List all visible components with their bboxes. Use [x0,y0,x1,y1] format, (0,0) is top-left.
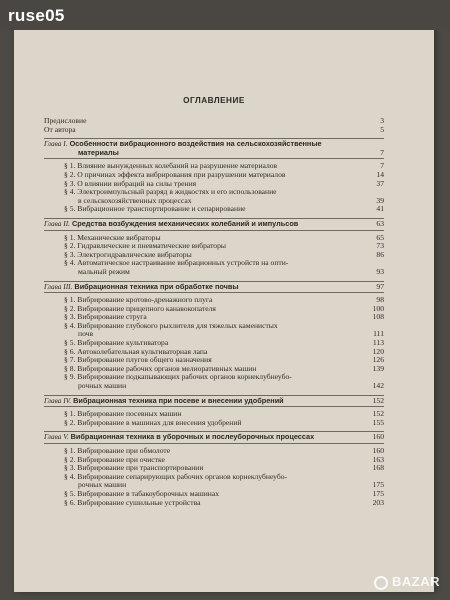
chapter-number: Глава II. [44,219,70,228]
toc-entry [44,382,384,391]
toc-entry-page-number: 5 [380,124,384,134]
chapter-name-cont: материалы [78,148,119,157]
toc-entry-text: § 3. Вибрирование струга [64,313,147,322]
chapter-header [44,431,384,444]
toc-entry-page-number: 113 [372,338,384,348]
chapter-title [44,140,364,149]
chapter-title-row [44,140,384,149]
toc-entry [44,348,384,357]
chapter-title-row [44,397,384,406]
chapter-number: Глава III. [44,282,73,291]
toc-entry-text: § 1. Влияние вынужденных колебаний на разрушение материалов [64,162,278,171]
toc-entry-page-number: 152 [372,409,384,419]
toc-entry [44,365,384,374]
bazar-logo-icon [374,576,388,590]
toc-entry [44,305,384,314]
chapter-title-cont-page-number: 7 [380,147,384,157]
toc-entry-text: § 5. Вибрационное транспортирование и сепарирование [64,205,246,214]
toc-entry-text: § 3. О влиянии вибраций на силы трения [64,179,197,188]
toc-entry [44,197,384,206]
table-of-contents [44,96,384,507]
toc-entry [44,234,384,243]
toc-entry-text: § 4. Автоматическое настраивание вибрационных устройств на опти- [64,259,289,268]
toc-entry-text: почв [78,330,94,339]
toc-entry [44,373,384,382]
toc-entry-page-number: 142 [372,381,384,391]
toc-entry-text: § 6. Вибрирование сушильные устройства [64,498,201,507]
toc-entry-page-number: 14 [376,169,384,179]
toc-entry-page-number: 73 [376,241,384,251]
toc-entry-text: рочных машин [78,481,127,490]
chapter-title [44,397,364,406]
toc-entry-page-number: 37 [376,178,384,188]
toc-entry [44,117,384,126]
toc-entry [44,322,384,331]
toc-entry [44,251,384,260]
chapter-header [44,281,384,294]
chapter-title [44,283,364,292]
toc-entry-page-number: 98 [376,295,384,305]
toc-entry [44,473,384,482]
site-logo: ruse05 [8,6,65,25]
toc-entry-page-number: 93 [376,266,384,276]
toc-entry-page-number: 155 [372,417,384,427]
toc-entry-text: § 6. Автоколебательная культиваторная лапа [64,347,208,356]
chapter-page-number: 97 [376,281,384,291]
chapter-page-number: 160 [372,432,384,442]
chapter-number: Глава V. [44,433,69,442]
chapter-number: Глава I. [44,140,68,149]
chapter-header [44,138,384,159]
toc-entry-text: мальный режим [78,267,130,276]
toc-entry-text: Предисловие [44,117,87,125]
toc-entry-text: § 3. Вибрирование при транспортировании [64,464,204,473]
toc-entry [44,447,384,456]
toc-entry [44,464,384,473]
toc-entry [44,188,384,197]
toc-entry [44,456,384,465]
chapter-name: Особенности вибрационного воздействия на сельскохозяйственные [69,140,322,149]
chapter-page-number: 63 [376,218,384,228]
toc-body [44,117,384,507]
toc-entry-text: § 2. Вибрирование прицепного канавокопателя [64,304,216,313]
toc-entry-text: § 7. Вибрирование плугов общего назначения [64,356,212,365]
toc-entry [44,410,384,419]
top-bar [0,0,450,30]
toc-entry-page-number: 65 [376,232,384,242]
toc-entry-page-number: 203 [372,497,384,507]
toc-entry [44,205,384,214]
toc-entry [44,499,384,508]
chapter-title-cont [44,149,384,158]
bazar-label: BAZAR [392,574,440,590]
toc-entry-page-number: 168 [372,463,384,473]
toc-entry [44,171,384,180]
toc-entry-text: § 5. Вибрирование культиватора [64,339,169,348]
toc-entry [44,313,384,322]
chapter-name: Вибрационная техника в уборочных и послеуборочных процессах [70,433,315,442]
toc-entry-page-number: 126 [372,355,384,365]
chapter-title-row [44,283,384,292]
toc-entry-page-number: 7 [380,161,384,171]
toc-entry-text: § 8. Вибрирование рабочих органов мелиоративных машин [64,364,257,373]
toc-entry-page-number: 100 [372,303,384,313]
toc-entry-text: От автора [44,125,76,134]
toc-entry-page-number: 120 [372,346,384,356]
toc-entry [44,242,384,251]
toc-entry [44,259,384,268]
toc-entry-page-number: 160 [372,446,384,455]
toc-entry-page-number: 175 [372,480,384,490]
toc-entry-text: § 9. Вибрирование подкапывающих рабочих органов корнеклубнеубо- [64,373,292,382]
toc-entry-page-number: 39 [376,195,384,205]
chapter-header [44,218,384,231]
toc-entry-text: § 1. Вибрирование при обмолоте [64,447,171,455]
toc-entry [44,180,384,189]
toc-entry [44,419,384,428]
toc-entry-text: § 4. Электроимпульсный разряд в жидкостях и его использование [64,188,277,197]
chapter-name: Вибрационная техника при посеве и внесении удобрений [73,396,284,405]
toc-entry-text: § 2. Вибрирование при очистке [64,455,165,464]
toc-entry-text: § 1. Вибрирование кротово-дренажного плуга [64,296,213,305]
toc-entry [44,330,384,339]
toc-entry-text: § 2. Гидравлические и пневматические вибраторы [64,242,226,251]
toc-entry-text: § 4. Вибрирование глубокого рыхлителя для тяжелых каменистых [64,321,278,330]
bazar-watermark [374,574,440,590]
chapter-number: Глава IV. [44,396,72,405]
toc-entry-text: § 5. Вибрирование в табакоуборочных машинах [64,489,219,498]
toc-entry-page-number: 175 [372,488,384,498]
toc-entry-page-number: 163 [372,454,384,464]
toc-entry [44,490,384,499]
toc-entry-text: § 4. Вибрирование сепарирующих рабочих органов корнеклубнеубо- [64,472,288,481]
toc-entry-text: § 3. Электрогидравлические вибраторы [64,250,192,259]
toc-entry [44,356,384,365]
toc-entry [44,162,384,171]
toc-entry [44,296,384,305]
toc-entry-page-number: 111 [373,329,384,339]
toc-entry-page-number: 41 [376,204,384,214]
toc-entry-text: рочных машин [78,382,127,391]
toc-entry-page-number: 108 [372,312,384,322]
chapter-name: Вибрационная техника при обработке почвы [74,282,239,291]
toc-entry-page-number: 86 [376,249,384,259]
chapter-title [44,220,364,229]
toc-entry-text: § 2. Вибрирование в машинах для внесения удобрений [64,418,242,427]
toc-entry [44,126,384,135]
toc-entry-text: § 2. О причинах эффекта вибрирования при разрушении материалов [64,170,286,179]
chapter-page-number: 152 [372,395,384,405]
chapter-title-row [44,220,384,229]
chapter-name: Средства возбуждения механических колебаний и импульсов [72,219,299,228]
chapter-header [44,395,384,408]
toc-entry-page-number: 139 [372,363,384,373]
toc-entry-text: § 1. Механические вибраторы [64,233,161,242]
toc-entry-page-number: 3 [380,116,384,125]
toc-entry [44,481,384,490]
toc-entry-text: в сельскохозяйственных процессах [78,196,192,205]
toc-heading: ОГЛАВЛЕНИЕ [183,96,245,105]
toc-entry [44,268,384,277]
chapter-title [44,433,364,442]
chapter-title-row [44,433,384,442]
chapter-title-cont-text [44,149,364,158]
toc-entry [44,339,384,348]
toc-entry-text: § 1. Вибрирование посевных машин [64,410,182,419]
